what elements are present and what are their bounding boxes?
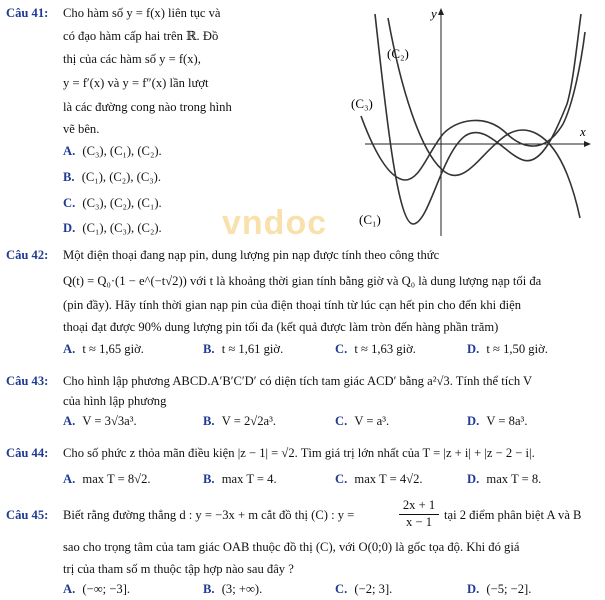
q43-option-c[interactable] xyxy=(335,414,389,429)
option-text: max T = 8. xyxy=(486,472,542,486)
option-key: C. xyxy=(335,472,348,486)
q45-line-1a: Biết rằng đường thẳng d : y = −3x + m cắt đồ thị (C) : y = xyxy=(63,508,355,522)
q44-line-1: Cho số phức z thỏa mãn điều kiện |z − 1| = √2. Tìm giá trị lớn nhất của T = |z + i| + |z − 2 − i|. xyxy=(63,446,535,460)
option-text: t ≈ 1,63 giờ. xyxy=(354,342,416,356)
option-text: t ≈ 1,65 giờ. xyxy=(82,342,144,356)
option-text: max T = 4. xyxy=(221,472,277,486)
option-key: A. xyxy=(63,582,76,596)
option-text: V = 8a³. xyxy=(486,414,528,428)
option-text: (C₁), (C₃), (C₂). xyxy=(82,221,162,235)
option-key: A. xyxy=(63,144,76,158)
option-text: t ≈ 1,61 giờ. xyxy=(221,342,284,356)
question-42-label: Câu 42: xyxy=(6,248,49,262)
q41-option-a[interactable] xyxy=(63,144,162,159)
q43-option-d[interactable] xyxy=(467,414,527,429)
q45-option-a[interactable] xyxy=(63,582,130,597)
question-41-label: Câu 41: xyxy=(6,6,49,20)
c1-label: (C₁) xyxy=(359,212,381,227)
question-44-label: Câu 44: xyxy=(6,446,49,460)
option-key: A. xyxy=(63,472,76,486)
y-axis-label: y xyxy=(431,6,437,21)
q41-line-5: là các đường cong nào trong hình xyxy=(63,100,232,114)
option-key: A. xyxy=(63,342,76,356)
q43-option-a[interactable] xyxy=(63,414,137,429)
watermark-logo: vndoc xyxy=(222,204,328,242)
q41-line-2: có đạo hàm cấp hai trên ℝ. Đồ xyxy=(63,29,219,43)
option-text: (C₁), (C₂), (C₃). xyxy=(81,170,161,184)
q45-option-d[interactable] xyxy=(467,582,531,597)
c2-label: (C₂) xyxy=(387,46,409,61)
q42-option-c[interactable] xyxy=(335,342,416,357)
q43-option-b[interactable] xyxy=(203,414,276,429)
option-key: B. xyxy=(203,342,215,356)
q45-fraction xyxy=(399,498,439,530)
option-key: B. xyxy=(203,414,215,428)
option-key: C. xyxy=(335,342,348,356)
option-text: (−∞; −3]. xyxy=(82,582,131,596)
q44-option-b[interactable] xyxy=(203,472,277,487)
option-key: D. xyxy=(63,221,76,235)
q41-line-1: Cho hàm số y = f(x) liên tục và xyxy=(63,6,221,20)
option-text: V = a³. xyxy=(354,414,390,428)
q45-line-1b: tại 2 điểm phân biệt A và B xyxy=(444,508,582,522)
option-text: V = 3√3a³. xyxy=(82,414,137,428)
option-key: C. xyxy=(63,196,76,210)
option-key: C. xyxy=(335,414,348,428)
option-text: t ≈ 1,50 giờ. xyxy=(486,342,548,356)
q42-line-2: Q(t) = Q₀·(1 − e^(−t√2)) với t là khoảng thời gian tính bằng giờ và Q₀ là dung lượng nạp tối đa xyxy=(63,274,542,288)
q42-line-1: Một điện thoại đang nạp pin, dung lượng pin nạp được tính theo công thức xyxy=(63,248,440,262)
q45-line-3: trị của tham số m thuộc tập hợp nào sau đây ? xyxy=(63,562,294,576)
q43-line-2: của hình lập phương xyxy=(63,394,167,408)
x-axis-arrow-icon xyxy=(584,141,591,147)
q45-option-b[interactable] xyxy=(203,582,262,597)
option-text: (3; +∞). xyxy=(221,582,263,596)
option-key: D. xyxy=(467,414,480,428)
option-key: C. xyxy=(335,582,348,596)
option-key: A. xyxy=(63,414,76,428)
q44-option-d[interactable] xyxy=(467,472,541,487)
option-key: B. xyxy=(203,472,215,486)
q43-line-1: Cho hình lập phương ABCD.A′B′C′D′ có diện tích tam giác ACD′ bằng a²√3. Tính thể tích V xyxy=(63,374,533,388)
curve-c2 xyxy=(388,18,580,218)
question-43-label: Câu 43: xyxy=(6,374,49,388)
option-text: (C₃), (C₂), (C₁). xyxy=(82,196,162,210)
question-45-label: Câu 45: xyxy=(6,508,49,522)
q41-option-d[interactable] xyxy=(63,221,162,236)
option-text: (−5; −2]. xyxy=(486,582,532,596)
q42-option-d[interactable] xyxy=(467,342,548,357)
q42-option-a[interactable] xyxy=(63,342,144,357)
option-text: (−2; 3]. xyxy=(354,582,393,596)
c3-label: (C₃) xyxy=(351,96,373,111)
q41-line-4: y = f′(x) và y = f″(x) lần lượt xyxy=(63,76,209,90)
option-text: max T = 4√2. xyxy=(354,472,423,486)
q45-line-2: sao cho trọng tâm của tam giác OAB thuộc đồ thị (C), với O(0;0) là gốc tọa độ. Khi đó giá xyxy=(63,540,520,554)
q41-line-3: thị của các hàm số y = f(x), xyxy=(63,52,201,66)
q41-option-c[interactable] xyxy=(63,196,162,211)
q41-line-6: vẽ bên. xyxy=(63,122,100,136)
option-key: D. xyxy=(467,582,480,596)
option-key: B. xyxy=(203,582,215,596)
option-text: (C₃), (C₁), (C₂). xyxy=(82,144,162,158)
option-text: V = 2√2a³. xyxy=(221,414,277,428)
option-key: B. xyxy=(63,170,75,184)
option-key: D. xyxy=(467,472,480,486)
q41-option-b[interactable] xyxy=(63,170,161,185)
q42-line-4: thoại đạt được 90% dung lượng pin tối đa (kết quả được làm tròn đến hàng phần trăm) xyxy=(63,320,499,334)
q41-graph xyxy=(345,4,595,240)
fraction-denominator: x − 1 xyxy=(406,515,432,529)
option-text: max T = 8√2. xyxy=(82,472,151,486)
q42-option-b[interactable] xyxy=(203,342,283,357)
q45-option-c[interactable] xyxy=(335,582,392,597)
q42-line-3: (pin đầy). Hãy tính thời gian nạp pin của điện thoại tính từ lúc cạn hết pin cho đến khi điện xyxy=(63,298,522,312)
fraction-numerator: 2x + 1 xyxy=(399,498,439,515)
x-axis-label: x xyxy=(580,124,586,139)
option-key: D. xyxy=(467,342,480,356)
q44-option-c[interactable] xyxy=(335,472,423,487)
y-axis-arrow-icon xyxy=(438,8,444,15)
q44-option-a[interactable] xyxy=(63,472,151,487)
